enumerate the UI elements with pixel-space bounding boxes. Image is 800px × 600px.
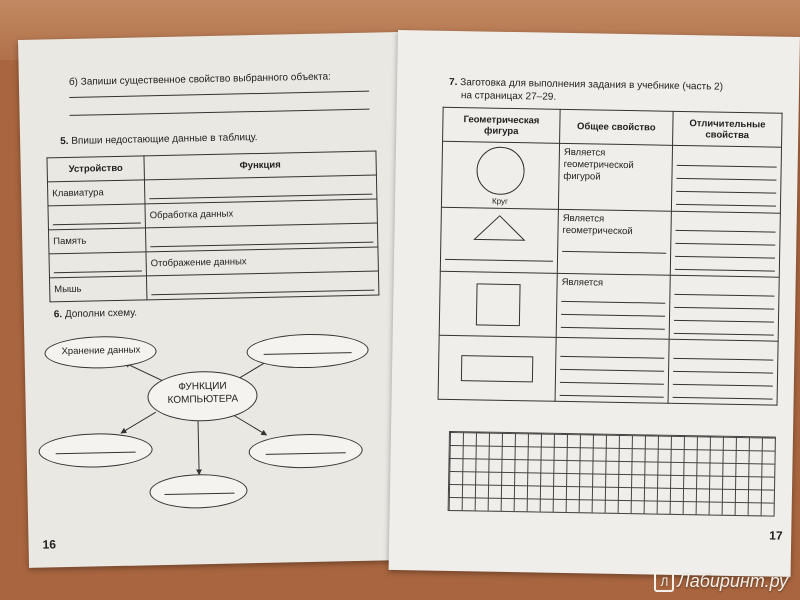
table-header-distinct: Отличительные свойства: [673, 111, 783, 147]
common-text: Является: [561, 276, 604, 289]
shape-cell: [438, 335, 556, 401]
scheme-center-line2: КОМПЬЮТЕРА: [167, 393, 239, 406]
table-cell-device: Клавиатура: [47, 180, 144, 206]
common-cell[interactable]: [555, 337, 669, 403]
right-page: [389, 30, 800, 577]
distinct-cell[interactable]: [668, 339, 778, 405]
shape-cell: [440, 207, 558, 273]
common-text: Является: [563, 146, 606, 159]
task7-line2: на страницах 27–29.: [460, 90, 557, 103]
table-row: [438, 335, 778, 405]
distinct-cell[interactable]: [670, 211, 780, 277]
rectangle-shape: [461, 355, 533, 382]
common-cell: [556, 273, 670, 339]
shapes-table: [438, 107, 783, 406]
distinct-cell[interactable]: [669, 275, 779, 341]
task5-text: Впиши недостающие данные в таблицу.: [71, 132, 258, 147]
task5-number: 5.: [60, 135, 69, 148]
common-cell: [558, 143, 672, 211]
shape-cell: [439, 271, 557, 337]
circle-shape: [476, 146, 525, 195]
task7-number: 7.: [448, 76, 458, 89]
common-text: фигурой: [563, 170, 601, 183]
watermark-text: Лабиринт.ру: [677, 570, 788, 591]
page-number-right: 17: [769, 528, 783, 543]
table-header-shape: Геометрическая фигура: [443, 107, 561, 143]
table-cell-device: Мышь: [49, 276, 146, 302]
table-cell-function: Обработка данных: [145, 199, 377, 228]
table-header-function: Функция: [144, 151, 376, 180]
table-cell-device: Память: [48, 228, 145, 254]
scheme-center-line1: ФУНКЦИИ: [178, 380, 227, 393]
task6-text: Дополни схему.: [64, 307, 138, 321]
table-header-device: Устройство: [47, 156, 144, 182]
watermark-logo: Л: [654, 572, 674, 592]
task7-line1: Заготовка для выполнения задания в учебнике (часть 2): [460, 77, 724, 93]
table-row: [440, 207, 780, 277]
left-page: [18, 32, 421, 568]
shape-cell: [441, 141, 559, 209]
page-number-left: 16: [42, 537, 57, 552]
scheme-node-label: Хранение данных: [61, 344, 141, 358]
common-cell: [557, 209, 671, 275]
task6-number: 6.: [53, 309, 63, 321]
watermark: [654, 571, 788, 592]
task-b-text: б) Запиши существенное свойство выбранного объекта:: [68, 71, 332, 88]
squared-grid[interactable]: [448, 431, 776, 517]
workbook-spread: [18, 12, 800, 572]
table-row: [439, 271, 779, 341]
triangle-shape: [473, 214, 525, 241]
distinct-cell[interactable]: [671, 145, 781, 213]
common-text: геометрической: [562, 224, 633, 238]
square-shape: [476, 283, 521, 326]
table-cell-function: Отображение данных: [146, 247, 378, 276]
common-text: Является: [562, 212, 605, 225]
table-header-common: Общее свойство: [560, 109, 674, 145]
table-row: [441, 141, 781, 213]
shape-label: Круг: [491, 196, 509, 206]
common-text: геометрической: [563, 158, 634, 172]
